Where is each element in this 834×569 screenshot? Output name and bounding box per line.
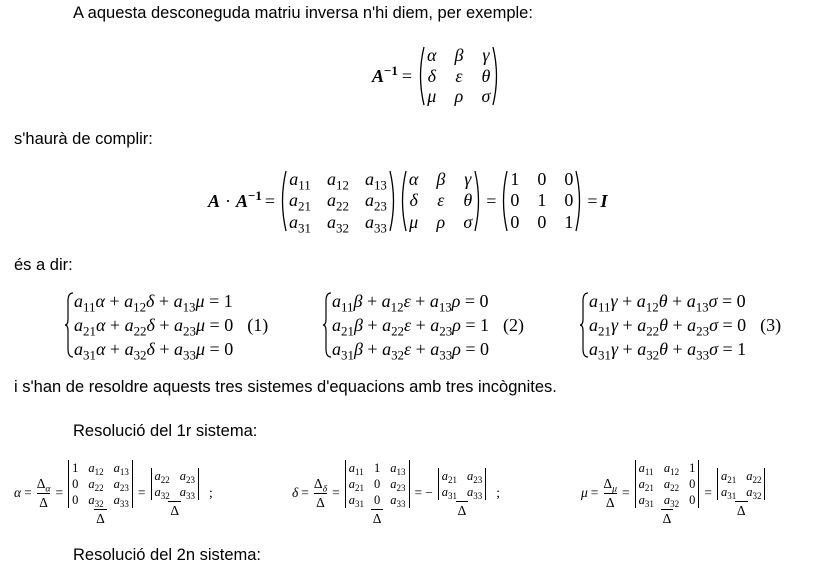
matrix-cell: 0	[564, 169, 574, 189]
system-equation: $a_{21}\beta + a_{22}\varepsilon + a_{23}\rho = 1$	[332, 315, 490, 339]
fraction: 1 $a_{12}$ $a_{13}$ 0 $a_{22}$ $a_{23}$ 0 $a_{32}$ $a_{33}$ Δ	[66, 459, 135, 527]
matrix-cell: γ	[464, 169, 472, 189]
matrix-cell: δ	[409, 190, 418, 211]
matrix-cell: 0	[510, 211, 520, 232]
product-equation: A · $A^{-1}$ = $a_{11}$ $a_{12}$ $a_{13}$ $a_{21}$ $a_{22}$ $a_{23}$ $a_{31}$ $a_{32}$ $a_{33}$ α β γ δ ε θ μ ρ σ = 1 0 0 0 1 0 0 0 1 = I	[208, 169, 608, 236]
matrix-cell: ε	[437, 190, 445, 211]
matrix-cell: ρ	[454, 86, 464, 107]
must-hold-text: s'haurà de complir:	[14, 130, 153, 148]
determinant-entry: $a_{23}$	[179, 469, 196, 486]
inverse-symbol: $A^{-1}$	[372, 62, 398, 86]
determinant-entry: $a_{13}$	[390, 461, 406, 478]
system-equation: $a_{21}\gamma + a_{22}\theta + a_{23}\sigma = 0$	[589, 315, 747, 339]
equation-systems	[64, 290, 834, 362]
matrix-cell: α	[427, 44, 437, 65]
identity-symbol: I	[600, 190, 608, 211]
matrix-cell: β	[436, 169, 446, 189]
determinant-entry: $a_{23}$	[390, 477, 406, 494]
determinant-entry: $a_{23}$	[113, 477, 129, 494]
dot-operator: ·	[225, 190, 232, 211]
matrix-cell: σ	[463, 211, 473, 232]
determinant-entry: $a_{31}$	[720, 485, 737, 502]
system-equation: $a_{31}\alpha + a_{32}\delta + a_{33}\mu = 0$	[74, 339, 234, 363]
system-equation: $a_{11}\beta + a_{12}\varepsilon + a_{13}\rho = 0$	[332, 291, 489, 315]
matrix-cell: ρ	[436, 211, 446, 232]
determinant-entry: 0	[374, 493, 381, 507]
determinant-entry: $a_{33}$	[467, 485, 483, 502]
system-equation: $a_{11}\alpha + a_{12}\delta + a_{13}\mu = 1$	[74, 291, 233, 315]
solution-mu: μ = $\frac{\Delta_\mu}{\Delta}$ = $a_{11}$ $a_{12}$ 1 $a_{21}$ $a_{22}$ 0 $a_{31}$ $a_{32}$ 0 Δ = $a_{21}$ $a_{22}$ $a_{31}$ $a_{32}$ Δ	[581, 455, 767, 531]
determinant-entry: $a_{22}$	[154, 469, 170, 486]
matrix-cell: 0	[564, 190, 574, 211]
determinant-entry: 0	[374, 477, 381, 491]
intro-text: A aquesta desconeguda matriu inversa n'hi diem, per exemple:	[73, 4, 533, 22]
matrix-cell: $a_{13}$	[364, 169, 387, 193]
solution-alpha: α = $\frac{\Delta_\alpha}{\Delta}$ = 1 $a_{12}$ $a_{13}$ 0 $a_{22}$ $a_{23}$ 0 $a_{32}$ $a_{33}$ Δ = $a_{22}$ $a_{23}$ $a_{32}$ $a_{33}$ Δ ;	[14, 461, 213, 526]
system-label: (2)	[503, 314, 525, 335]
matrix-cell: σ	[481, 86, 491, 107]
identity-matrix	[499, 169, 584, 233]
resolution-1-heading: Resolució del 1r sistema:	[73, 422, 258, 440]
system-label: (3)	[760, 314, 782, 335]
system-2	[322, 290, 525, 363]
that-is-text: és a dir:	[14, 256, 73, 274]
matrix-a-symbol: A	[208, 190, 221, 211]
determinant-entry: $a_{33}$	[179, 485, 196, 502]
determinant-entry: $a_{21}$	[638, 477, 654, 494]
fraction: $a_{22}$ $a_{23}$ $a_{32}$ $a_{33}$ Δ	[149, 467, 202, 519]
system-equation: $a_{11}\gamma + a_{12}\theta + a_{13}\sigma = 0$	[589, 291, 746, 315]
brace-icon	[64, 290, 74, 360]
matrix-cell: $a_{21}$	[289, 190, 311, 214]
coefficient-matrix	[278, 169, 398, 236]
matrix-cell: $a_{22}$	[327, 190, 349, 214]
matrix-cell: α	[408, 169, 419, 189]
determinant-entry: $a_{11}$	[638, 461, 654, 478]
inverse-matrix-2	[398, 169, 483, 233]
matrix-cell: 0	[537, 211, 547, 232]
matrix-cell: μ	[427, 86, 437, 107]
matrix-cell: 1	[510, 169, 520, 189]
matrix-cell: $a_{23}$	[364, 190, 387, 214]
inverse-matrix	[416, 45, 501, 107]
matrix-cell: ε	[455, 65, 463, 86]
determinant-entry: $a_{12}$	[663, 461, 680, 478]
inverse-symbol-2: $A^{-1}$	[236, 187, 262, 211]
matrix-cell: 1	[537, 190, 547, 211]
determinant-entry: $a_{33}$	[390, 493, 406, 510]
matrix-cell: $a_{32}$	[327, 211, 349, 236]
matrix-cell: 1	[564, 211, 574, 232]
matrix-cell: θ	[481, 65, 491, 86]
determinant-entry: 1	[72, 461, 79, 475]
fraction: $a_{11}$ 1 $a_{13}$ $a_{21}$ 0 $a_{23}$ $a_{31}$ 0 $a_{33}$ Δ	[343, 459, 412, 527]
matrix-cell: β	[454, 44, 464, 65]
determinant-entry: $a_{11}$	[348, 461, 364, 478]
cramer-solutions	[14, 455, 834, 533]
system-equation: $a_{31}\beta + a_{32}\varepsilon + a_{33}\rho = 0$	[332, 339, 490, 363]
solve-text: i s'han de resoldre aquests tres sistemes d'equacions amb tres incògnites.	[14, 378, 557, 396]
determinant-entry: $a_{31}$	[348, 493, 364, 510]
determinant-entry: $a_{31}$	[441, 485, 457, 502]
determinant-entry: $a_{13}$	[113, 461, 129, 478]
determinant-entry: $a_{21}$	[441, 469, 457, 486]
determinant-entry: 1	[374, 461, 381, 475]
solution-delta_v: δ = $\frac{\Delta_\delta}{\Delta}$ = $a_{11}$ 1 $a_{13}$ $a_{21}$ 0 $a_{23}$ $a_{31}$ 0 $a_{33}$ Δ = − $a_{21}$ $a_{23}$ $a_{31}$ $a_{33}$ Δ ;	[292, 461, 501, 526]
determinant-entry: $a_{32}$	[88, 493, 104, 510]
matrix-cell: δ	[427, 65, 436, 86]
matrix-cell: $a_{12}$	[327, 169, 349, 193]
matrix-cell: 0	[537, 169, 547, 189]
determinant-entry: 0	[72, 493, 79, 507]
determinant-entry: $a_{32}$	[746, 485, 762, 502]
system-equation: $a_{21}\alpha + a_{22}\delta + a_{23}\mu = 0$	[74, 315, 234, 339]
determinant-entry: $a_{22}$	[88, 477, 104, 494]
fraction: $a_{11}$ $a_{12}$ 1 $a_{21}$ $a_{22}$ 0 $a_{31}$ $a_{32}$ 0 Δ	[633, 459, 702, 527]
matrix-cell: θ	[463, 190, 473, 211]
matrix-cell: γ	[482, 44, 490, 65]
matrix-cell: 0	[510, 190, 520, 211]
matrix-cell: μ	[409, 211, 419, 232]
determinant-entry: $a_{33}$	[113, 493, 129, 510]
determinant-entry: $a_{23}$	[467, 469, 483, 486]
brace-icon	[322, 290, 332, 360]
determinant-entry: $a_{12}$	[88, 461, 104, 478]
determinant-entry: $a_{31}$	[638, 493, 654, 510]
fraction: $a_{21}$ $a_{23}$ $a_{31}$ $a_{33}$ Δ	[436, 467, 489, 519]
determinant-entry: $a_{22}$	[663, 477, 680, 494]
fraction: $a_{21}$ $a_{22}$ $a_{31}$ $a_{32}$ Δ	[715, 467, 768, 519]
determinant-entry: 1	[689, 461, 696, 475]
system-label: (1)	[247, 314, 269, 335]
system-3	[579, 290, 782, 363]
determinant-entry: $a_{21}$	[720, 469, 737, 486]
determinant-entry: $a_{32}$	[154, 485, 170, 502]
system-equation: $a_{31}\gamma + a_{32}\theta + a_{33}\sigma = 1$	[589, 339, 747, 363]
determinant-entry: $a_{32}$	[663, 493, 680, 510]
matrix-cell: $a_{11}$	[289, 169, 311, 193]
determinant-entry: $a_{22}$	[746, 469, 762, 486]
matrix-cell: $a_{33}$	[364, 211, 387, 236]
determinant-entry: 0	[689, 477, 696, 491]
determinant-entry: $a_{21}$	[348, 477, 364, 494]
system-1	[64, 290, 269, 363]
determinant-entry: 0	[72, 477, 79, 491]
matrix-cell: $a_{31}$	[289, 211, 311, 236]
determinant-entry: 0	[689, 493, 696, 507]
brace-icon	[579, 290, 589, 360]
resolution-2-heading: Resolució del 2n sistema:	[73, 546, 262, 564]
inverse-definition: $A^{-1}$ = α β γ δ ε θ μ ρ σ	[372, 44, 501, 108]
